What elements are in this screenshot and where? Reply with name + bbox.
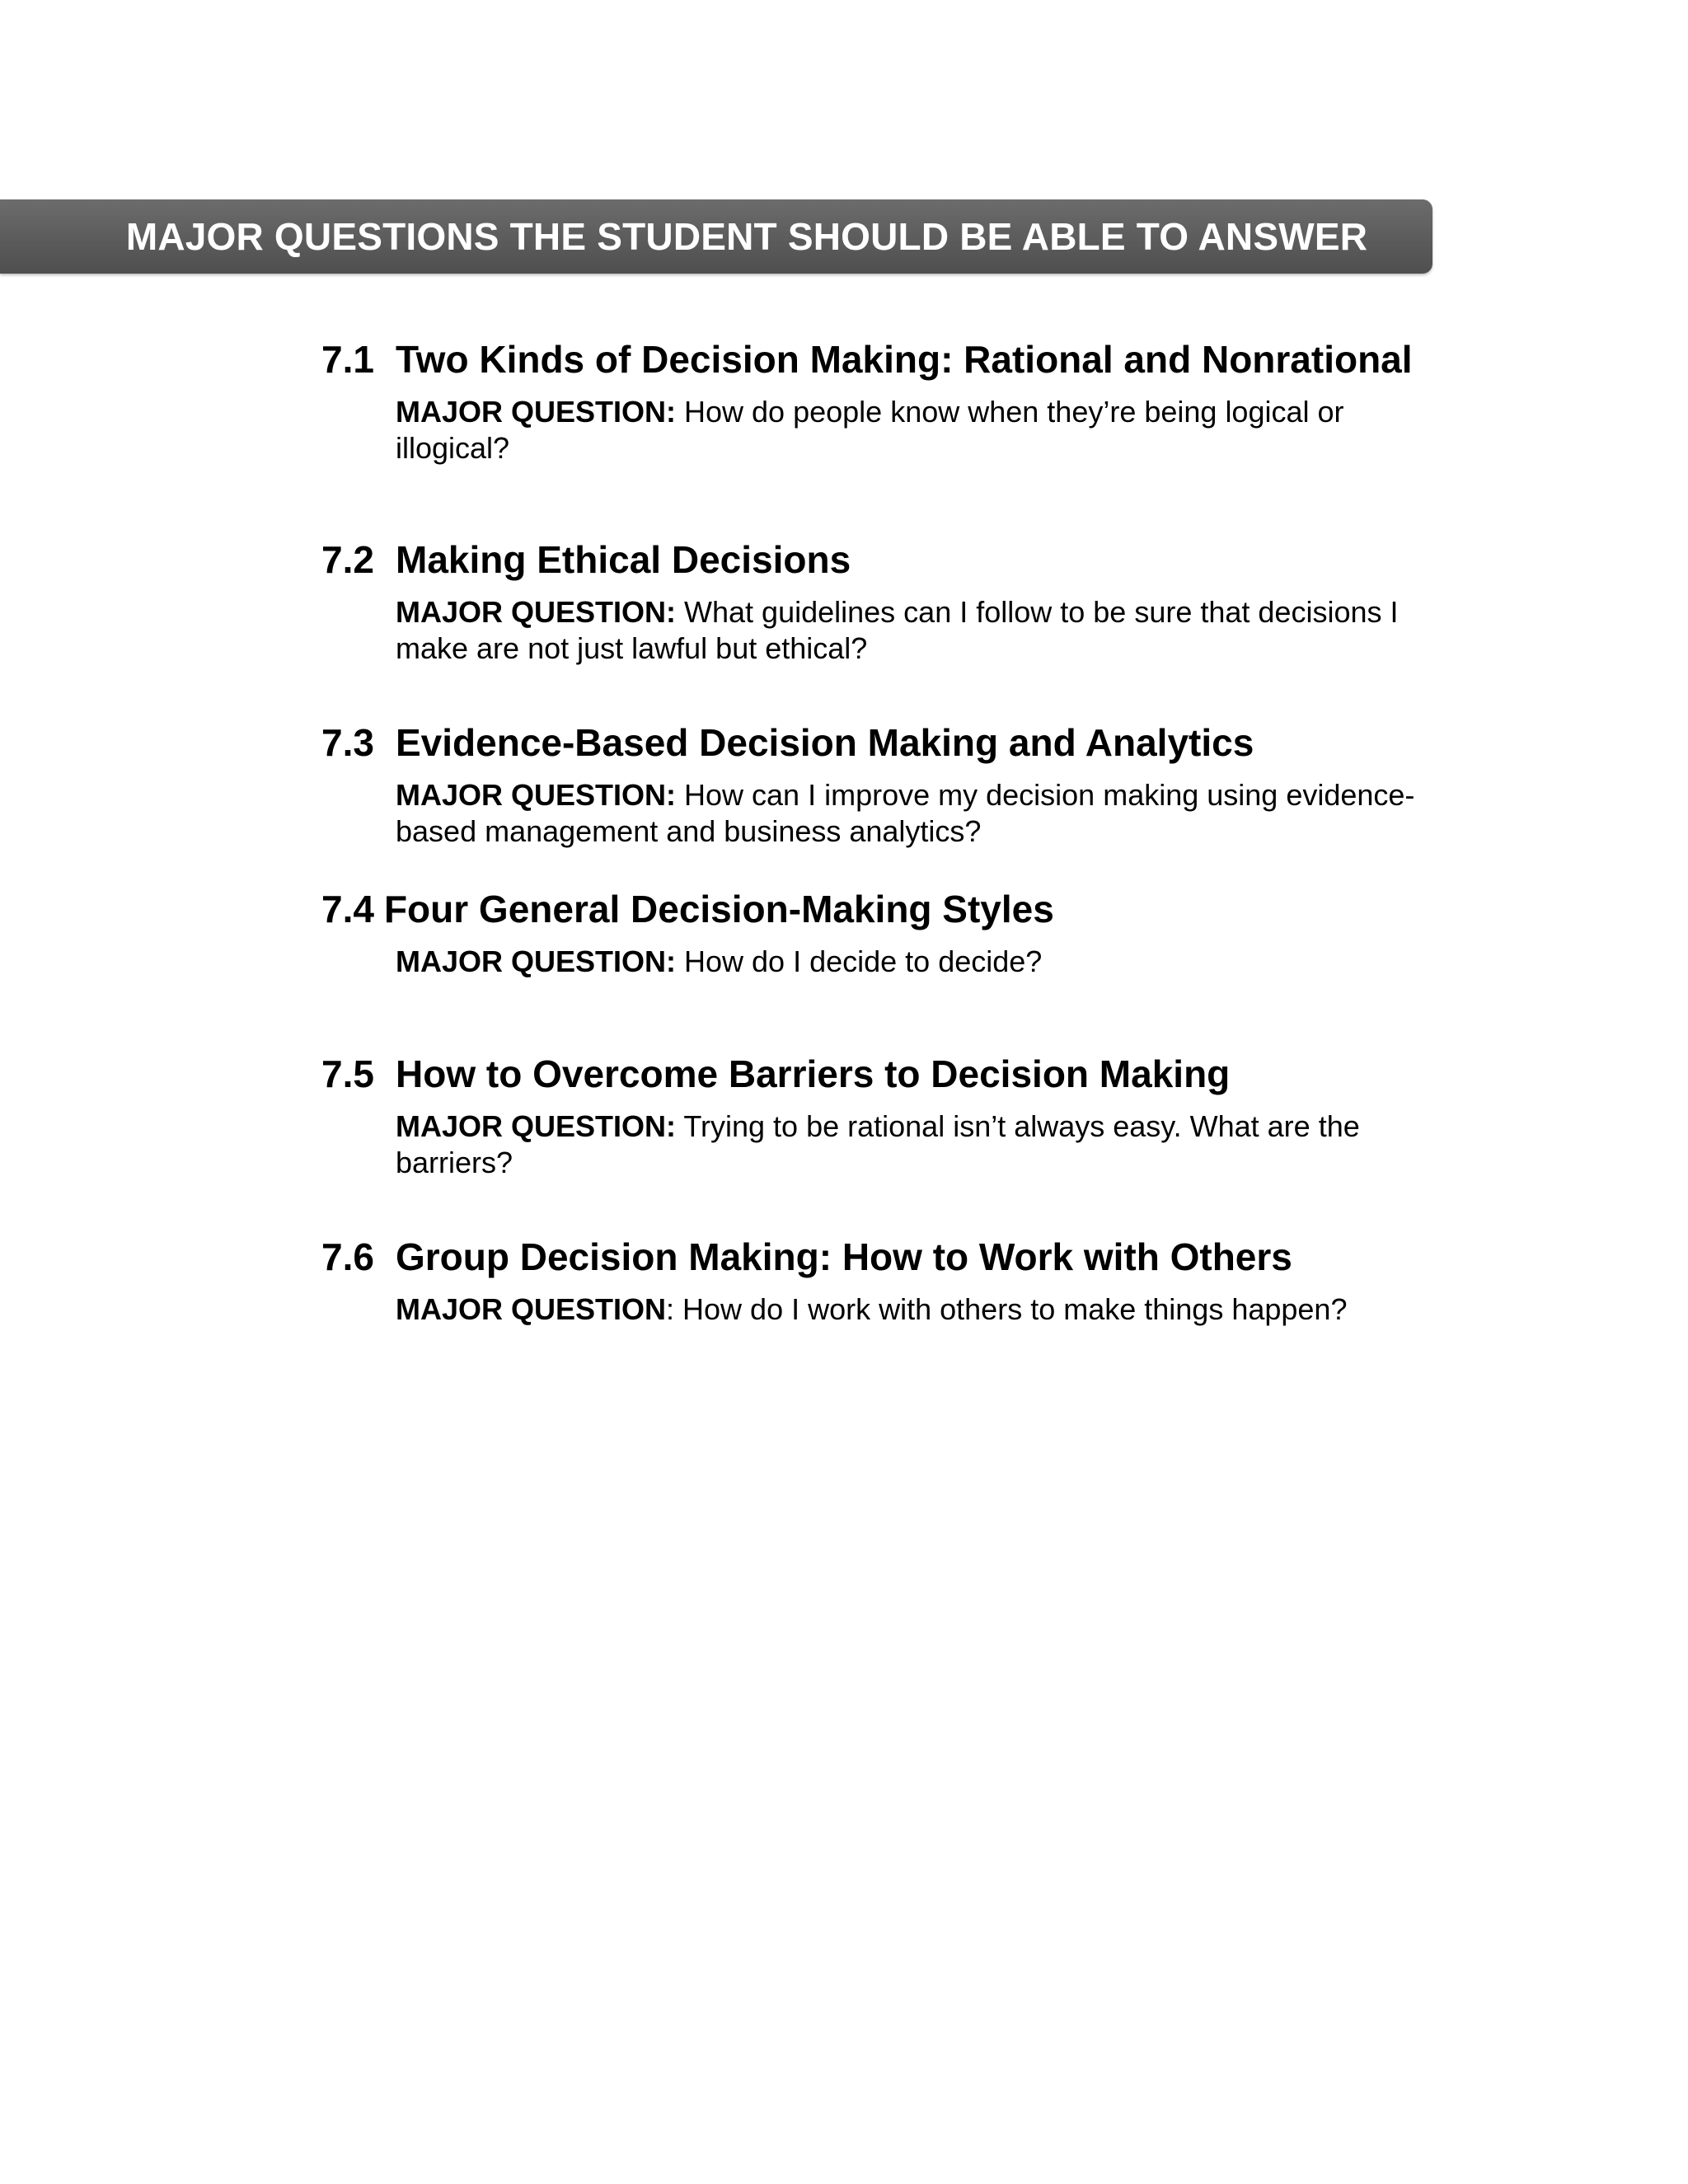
- major-question-text: Trying to be rational isn’t always easy. What are the barriers?: [396, 1109, 1360, 1179]
- major-question: [396, 394, 1434, 466]
- section-heading: [321, 1051, 1442, 1097]
- major-question: [396, 594, 1434, 667]
- major-question: [396, 777, 1434, 850]
- section-number: 7.4: [321, 888, 374, 930]
- section-number: 7.1: [321, 338, 374, 381]
- section-number: 7.5: [321, 1052, 374, 1095]
- major-question-label: MAJOR QUESTION:: [396, 595, 677, 629]
- section-7-5: [321, 1051, 1442, 1181]
- major-question-label: MAJOR QUESTION:: [396, 1109, 677, 1143]
- section-heading: [321, 719, 1442, 766]
- banner-title: MAJOR QUESTIONS THE STUDENT SHOULD BE ABLE TO ANSWER: [125, 215, 1368, 258]
- major-question-text: How do people know when they’re being logical or illogical?: [396, 395, 1344, 465]
- section-heading: [321, 1234, 1442, 1280]
- major-question-text: : How do I work with others to make things happen?: [666, 1292, 1348, 1326]
- section-7-3: [321, 719, 1442, 850]
- major-question: [396, 944, 1434, 980]
- section-7-6: [321, 1234, 1442, 1328]
- section-number: 7.2: [321, 538, 374, 581]
- section-title: Evidence-Based Decision Making and Analytics: [396, 721, 1254, 764]
- major-question-text: How do I decide to decide?: [676, 944, 1043, 978]
- section-7-2: [321, 537, 1442, 667]
- major-question-label: MAJOR QUESTION: [396, 1292, 667, 1326]
- section-7-4: [321, 886, 1442, 980]
- major-question: [396, 1108, 1434, 1181]
- section-number: 7.3: [321, 721, 374, 764]
- section-7-1: [321, 336, 1442, 466]
- section-title: Two Kinds of Decision Making: Rational and Nonrational: [396, 338, 1413, 381]
- major-question-label: MAJOR QUESTION:: [396, 778, 677, 812]
- section-heading: [321, 886, 1442, 932]
- section-title: Making Ethical Decisions: [396, 538, 851, 581]
- section-title: Four General Decision-Making Styles: [383, 888, 1054, 930]
- major-question-label: MAJOR QUESTION:: [396, 944, 677, 978]
- major-question: [396, 1291, 1434, 1328]
- major-question-text: What guidelines can I follow to be sure that decisions I make are not just lawful but ethical?: [396, 595, 1399, 665]
- section-heading: [321, 537, 1442, 583]
- major-question-label: MAJOR QUESTION:: [396, 395, 677, 429]
- major-question-text: How can I improve my decision making using evidence-based management and business analytics?: [396, 778, 1415, 848]
- section-title: How to Overcome Barriers to Decision Making: [396, 1052, 1231, 1095]
- section-number: 7.6: [321, 1235, 374, 1278]
- section-title: Group Decision Making: How to Work with Others: [396, 1235, 1292, 1278]
- major-questions-banner: [0, 199, 1432, 274]
- section-heading: [321, 336, 1442, 382]
